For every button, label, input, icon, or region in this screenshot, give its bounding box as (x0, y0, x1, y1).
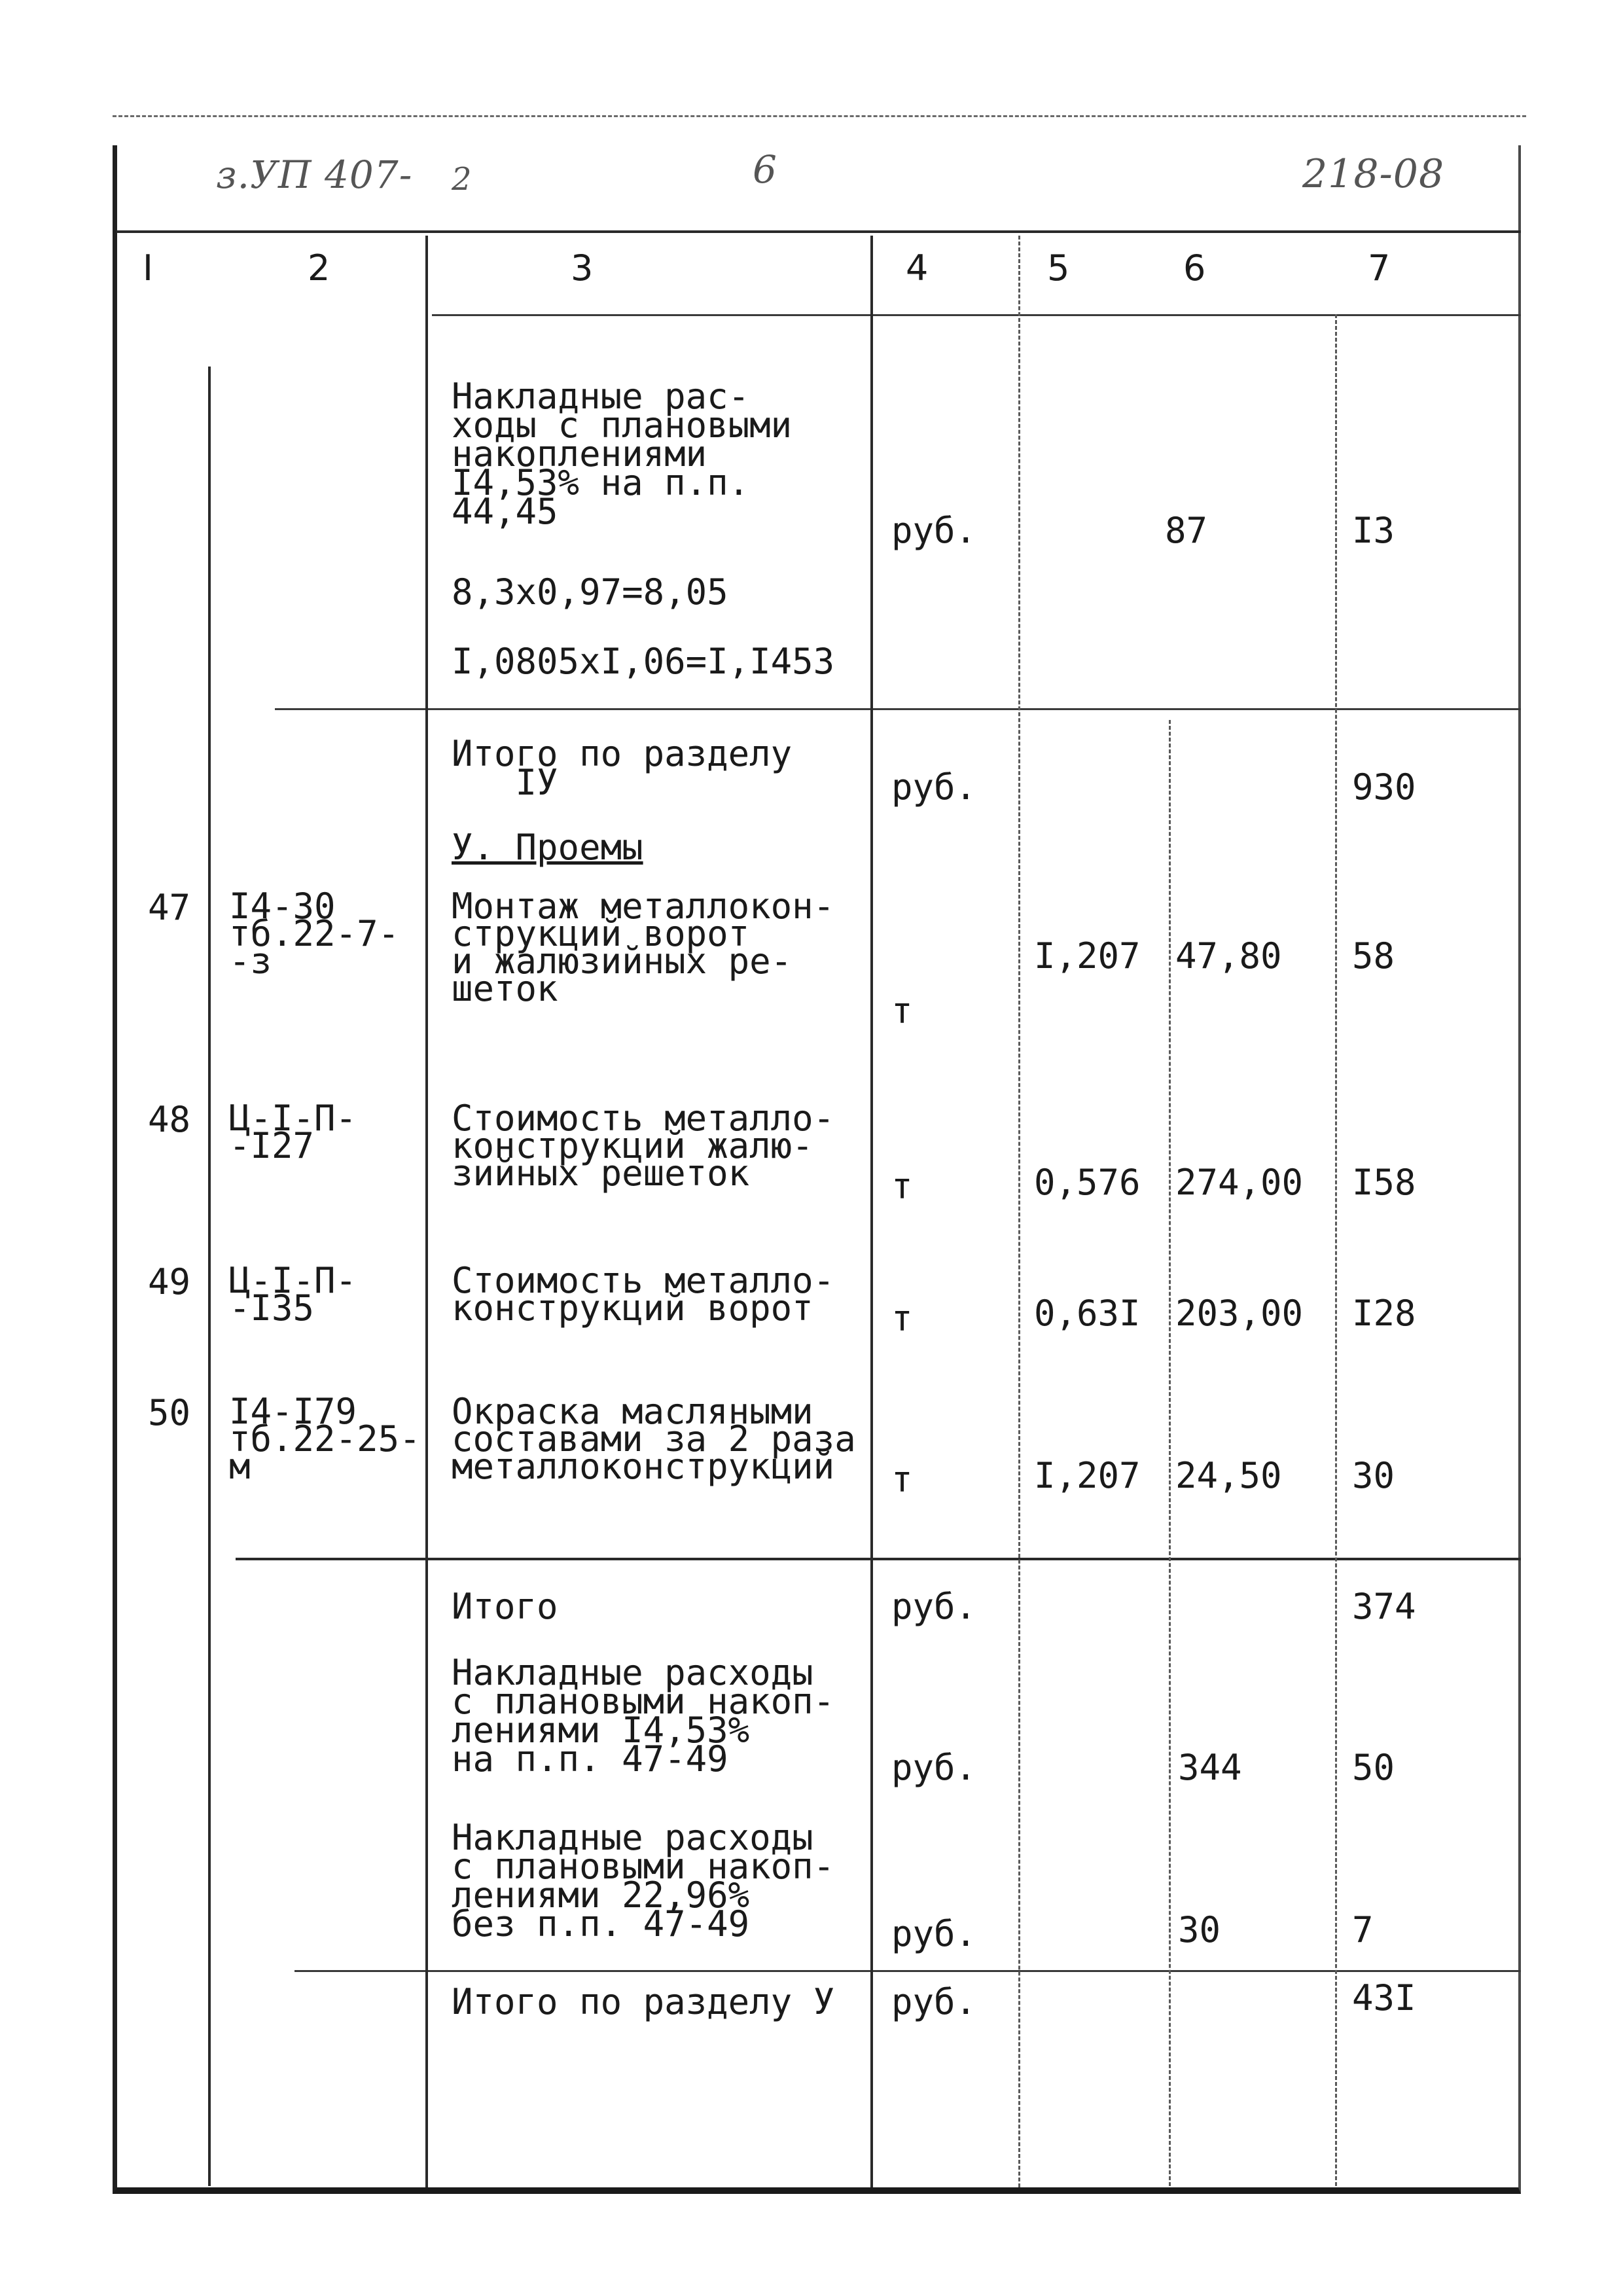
row-50-qty: I,207 (1034, 1455, 1141, 1496)
overhead-2-name: Накладные расходы с плановыми накоп- лениями I4,53% на п.п. 47-49 (452, 1652, 835, 1780)
itogo-col7: 374 (1352, 1586, 1416, 1627)
overhead-2-col6: 344 (1178, 1747, 1242, 1788)
column-header-2: 2 (308, 247, 330, 289)
row-47-price: 47,80 (1175, 935, 1282, 977)
row-50-price: 24,50 (1175, 1455, 1282, 1496)
page-number: 6 (753, 147, 777, 192)
section-v-heading: У. Проемы (452, 827, 643, 868)
top-border-line (113, 115, 1526, 117)
row-48-unit: т (891, 1166, 913, 1207)
col-separator-3 (870, 236, 873, 2187)
column-header-5: 5 (1047, 247, 1070, 289)
col-separator-2 (425, 236, 428, 2187)
row-49-name: Стоимость металло- конструкций ворот (452, 1260, 835, 1329)
doc-code-right: 218-08 (1302, 151, 1445, 197)
row-50-num: 50 (148, 1392, 191, 1433)
row-47-unit: т (891, 990, 913, 1031)
total-iv-name: Итого по разделу IУ (452, 733, 793, 803)
row-49-price: 203,00 (1175, 1293, 1304, 1334)
overhead-3-name: Накладные расходы с плановыми накоп- лениями 22,96% без п.п. 47-49 (452, 1817, 835, 1945)
column-header-1: I (143, 247, 153, 289)
row-49-qty: 0,63I (1034, 1293, 1141, 1334)
column-header-3: 3 (571, 247, 594, 289)
total-v-col7: 43I (1352, 1977, 1416, 2018)
overhead-1-name: Накладные рас- ходы с плановыми накоплениями I4,53% на п.п. 44,45 (452, 376, 793, 532)
row-47-name: Монтаж металлокон- струкций ворот и жалюзийных ре- шеток (452, 886, 835, 1009)
total-v-name: Итого по разделу У (452, 1981, 835, 2022)
column-header-7: 7 (1368, 247, 1391, 289)
col-separator-1 (208, 367, 211, 2186)
row-separator (275, 708, 1521, 710)
row-50-unit: т (891, 1459, 913, 1500)
total-iv-col7: 930 (1352, 766, 1416, 808)
row-48-name: Стоимость металло- конструкций жалю- зийных решеток (452, 1098, 835, 1194)
row-48-num: 48 (148, 1099, 191, 1140)
overhead-1-calc-1: 8,3х0,97=8,05 (452, 571, 728, 613)
row-50-code: I4-I79 тб.22-25- м (229, 1391, 421, 1487)
row-separator (236, 1558, 1521, 1560)
overhead-2-unit: руб. (891, 1747, 977, 1788)
overhead-2-col7: 50 (1352, 1747, 1395, 1788)
overhead-1-calc-2: I,0805хI,06=I,I453 (452, 641, 835, 682)
col-separator-4 (1018, 236, 1020, 2187)
total-v-unit: руб. (891, 1981, 977, 2022)
row-48-total: I58 (1352, 1162, 1416, 1203)
row-48-code: Ц-I-П- -I27 (229, 1098, 357, 1166)
row-49-code: Ц-I-П- -I35 (229, 1260, 357, 1329)
row-48-price: 274,00 (1175, 1162, 1304, 1203)
column-header-4: 4 (906, 247, 929, 289)
doc-code-mid: 2 (452, 161, 473, 198)
doc-code-left: з.УП 407- (216, 152, 413, 197)
overhead-3-col7: 7 (1352, 1909, 1374, 1950)
row-49-num: 49 (148, 1261, 191, 1302)
row-47-qty: I,207 (1034, 935, 1141, 977)
overhead-1-col6: 87 (1165, 510, 1208, 551)
col-separator-6 (1335, 314, 1337, 2186)
total-iv-unit: руб. (891, 766, 977, 808)
row-50-total: 30 (1352, 1455, 1395, 1496)
row-47-code: I4-30 тб.22-7- -з (229, 886, 400, 982)
overhead-3-col6: 30 (1178, 1909, 1221, 1950)
row-48-qty: 0,576 (1034, 1162, 1141, 1203)
col-separator-5 (1169, 720, 1171, 2186)
overhead-3-unit: руб. (891, 1913, 977, 1954)
row-47-total: 58 (1352, 935, 1395, 977)
row-47-num: 47 (148, 887, 191, 928)
itogo-unit: руб. (891, 1586, 977, 1627)
row-50-name: Окраска масляными составами за 2 раза металлоконструкций (452, 1391, 856, 1487)
column-header-6: 6 (1183, 247, 1206, 289)
itogo-name: Итого (452, 1586, 558, 1627)
row-49-unit: т (891, 1298, 913, 1339)
overhead-1-unit: руб. (891, 510, 977, 551)
header-separator (116, 230, 1521, 233)
column-header-bottom (432, 314, 1521, 316)
overhead-1-col7: I3 (1352, 510, 1395, 551)
row-49-total: I28 (1352, 1293, 1416, 1334)
